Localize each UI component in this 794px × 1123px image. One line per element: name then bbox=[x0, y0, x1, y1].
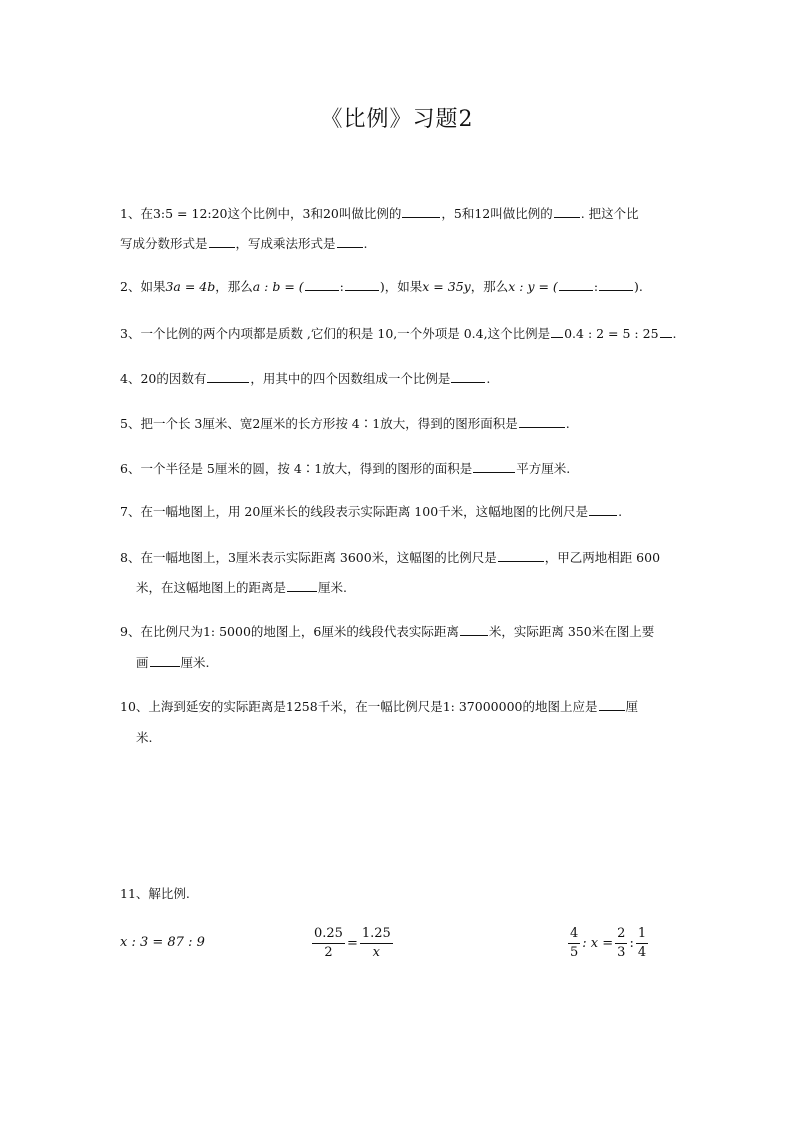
equation-3: $\frac{4}{5}$ : x = $\frac{2}{3}$ : $\frac{1}{4}$ bbox=[570, 926, 647, 960]
answer-blank[interactable] bbox=[589, 503, 617, 516]
answer-blank[interactable] bbox=[473, 460, 515, 473]
fraction: $\frac{0.25}{2}$ bbox=[314, 926, 343, 960]
answer-blank[interactable] bbox=[451, 370, 485, 383]
equation-2: $\frac{0.25}{2}$ = $\frac{1.25}{x}$ bbox=[314, 926, 391, 960]
answer-blank[interactable] bbox=[460, 623, 488, 636]
question-11: 11、解比例. bbox=[120, 886, 190, 901]
answer-blank[interactable] bbox=[554, 205, 580, 218]
question-6: 6、一个半径是 5厘米的圆，按 4∶1放大，得到的图形的面积是 平方厘米. bbox=[120, 461, 571, 476]
question-3: 3、一个比例的两个内项都是质数 ,它们的积是 10,一个外项是 0.4,这个比例是 0.4 : 2 = 5 : 25 . bbox=[120, 326, 677, 341]
question-7: 7、在一幅地图上，用 20厘米长的线段表示实际距离 100千米，这幅地图的比例尺是 . bbox=[120, 504, 623, 519]
equation-1: x : 3 = 87 : 9 bbox=[120, 935, 205, 950]
question-8: 8、在一幅地图上，3厘米表示实际距离 3600米，这幅图的比例尺是 ，甲乙两地相距 600 bbox=[120, 550, 661, 565]
fraction: $\frac{1}{4}$ bbox=[637, 926, 647, 960]
fraction: $\frac{1.25}{x}$ bbox=[361, 926, 391, 960]
question-5: 5、把一个长 3厘米、宽2厘米的长方形按 4∶1放大，得到的图形面积是 . bbox=[120, 416, 570, 431]
question-9-cont: 画 厘米. bbox=[136, 655, 210, 670]
question-8-cont: 米，在这幅地图上的距离是 厘米. bbox=[136, 580, 347, 595]
answer-blank[interactable] bbox=[209, 235, 235, 248]
answer-blank[interactable] bbox=[150, 654, 180, 667]
question-10-cont: 米. bbox=[136, 730, 153, 745]
answer-blank[interactable] bbox=[207, 370, 249, 383]
fraction: $\frac{2}{3}$ bbox=[617, 926, 626, 960]
answer-blank[interactable] bbox=[498, 549, 544, 562]
answer-blank[interactable] bbox=[402, 205, 440, 218]
ratio-expression: 3:5 = 12:20 bbox=[152, 206, 228, 221]
question-4: 4、20的因数有 ，用其中的四个因数组成一个比例是 . bbox=[120, 371, 491, 386]
question-10: 10、上海到延安的实际距离是1258千米，在一幅比例尺是1: 37000000的地图上应是 厘 bbox=[120, 699, 639, 714]
question-1: 1、在3:5 = 12:20这个比例中，3和20叫做比例的 ，5和12叫做比例的 . 把这个比 bbox=[120, 206, 639, 221]
answer-blank[interactable] bbox=[345, 278, 379, 291]
question-2: 2、如果3a = 4b，那么a : b = ( : )，如果x = 35y，那么x : y = ( : ). bbox=[120, 279, 643, 294]
fraction: $\frac{4}{5}$ bbox=[570, 926, 579, 960]
answer-blank[interactable] bbox=[305, 278, 339, 291]
answer-blank[interactable] bbox=[559, 278, 593, 291]
question-9: 9、在比例尺为1: 5000的地图上，6厘米的线段代表实际距离 米，实际距离 350米在图上要 bbox=[120, 624, 655, 639]
answer-blank[interactable] bbox=[287, 579, 317, 592]
page-title: 《比例》习题2 bbox=[320, 107, 474, 132]
answer-blank[interactable] bbox=[519, 415, 565, 428]
answer-blank[interactable] bbox=[599, 278, 633, 291]
answer-blank[interactable] bbox=[337, 235, 363, 248]
answer-text: 0.4 : 2 = 5 : 25 bbox=[564, 326, 659, 341]
answer-blank[interactable] bbox=[599, 698, 625, 711]
question-1-cont: 写成分数形式是 ，写成乘法形式是 . bbox=[120, 236, 368, 251]
